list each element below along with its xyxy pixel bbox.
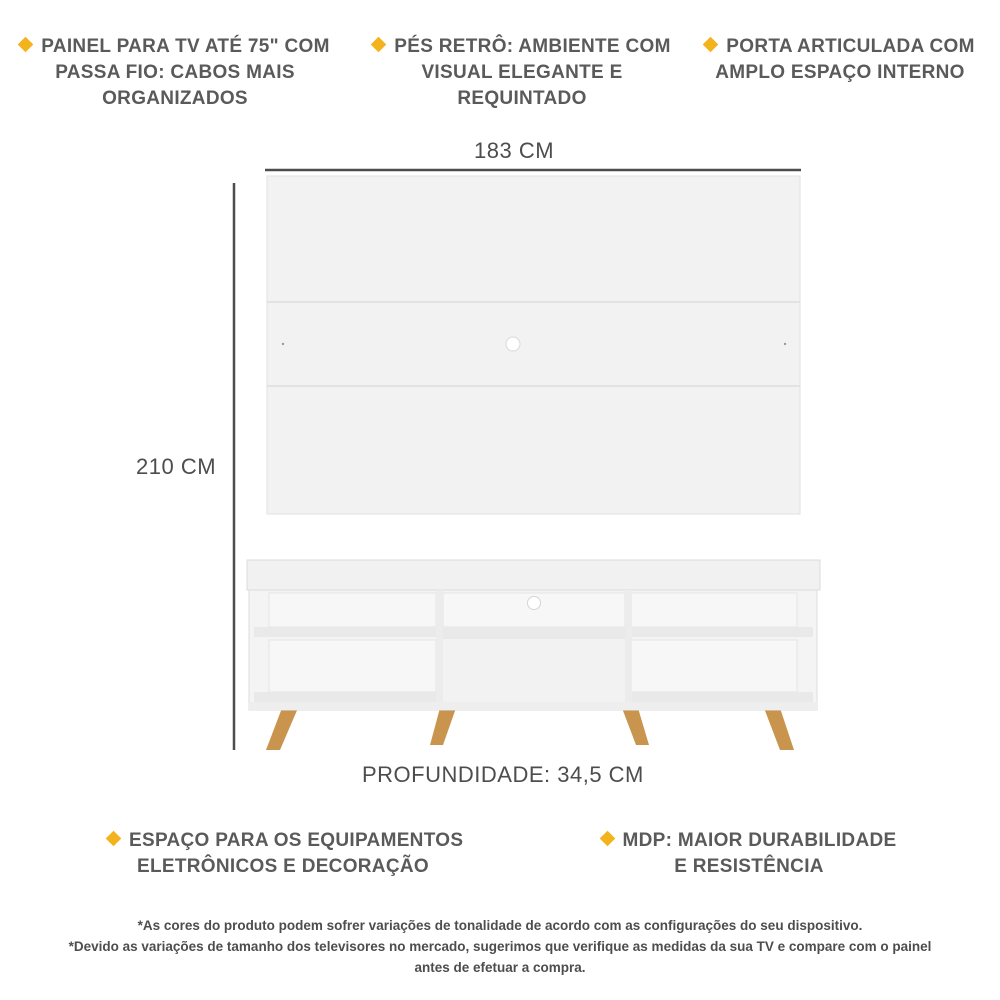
rack-leg <box>764 708 794 750</box>
footnote-colors: *As cores do produto podem sofrer variações de tonalidade de acordo com as configurações do seu dispositivo. <box>137 918 863 933</box>
feature-mdp: MDP: MAIOR DURABILIDADE E RESISTÊNCIA <box>598 828 900 880</box>
diamond-bullet-icon <box>106 831 122 847</box>
feature-panel: PAINEL PARA TV ATÉ 75" COM PASSA FIO: CABOS MAIS ORGANIZADOS <box>20 34 330 112</box>
rack-leg <box>430 708 456 745</box>
tv-panel <box>267 176 800 514</box>
rack-leg <box>622 708 649 745</box>
footnote-tv-size-cont: antes de efetuar a compra. <box>414 960 586 975</box>
footnote-tv-size: *Devido as variações de tamanho dos televisores no mercado, sugerimos que verifique as medidas da sua TV e compare com o painel <box>68 939 932 954</box>
width-label: 183 CM <box>474 138 555 163</box>
rack-leg <box>266 708 298 750</box>
feature-door: PORTA ARTICULADA COM AMPLO ESPAÇO INTERNO <box>700 34 980 86</box>
feature-legs: PÉS RETRÔ: AMBIENTE COM VISUAL ELEGANTE E REQUINTADO <box>372 34 672 112</box>
depth-label: PROFUNDIDADE: 34,5 CM <box>362 762 644 787</box>
articulated-door <box>441 638 627 710</box>
feature-space: ESPAÇO PARA OS EQUIPAMENTOS ELETRÔNICOS E DECORAÇÃO <box>108 828 458 880</box>
disclaimer <box>0 915 1000 978</box>
tv-rack <box>247 560 820 750</box>
height-label: 210 CM <box>136 454 217 479</box>
cable-hole-icon <box>506 337 520 351</box>
cable-hole-icon <box>528 597 541 610</box>
diamond-bullet-icon <box>599 831 615 847</box>
